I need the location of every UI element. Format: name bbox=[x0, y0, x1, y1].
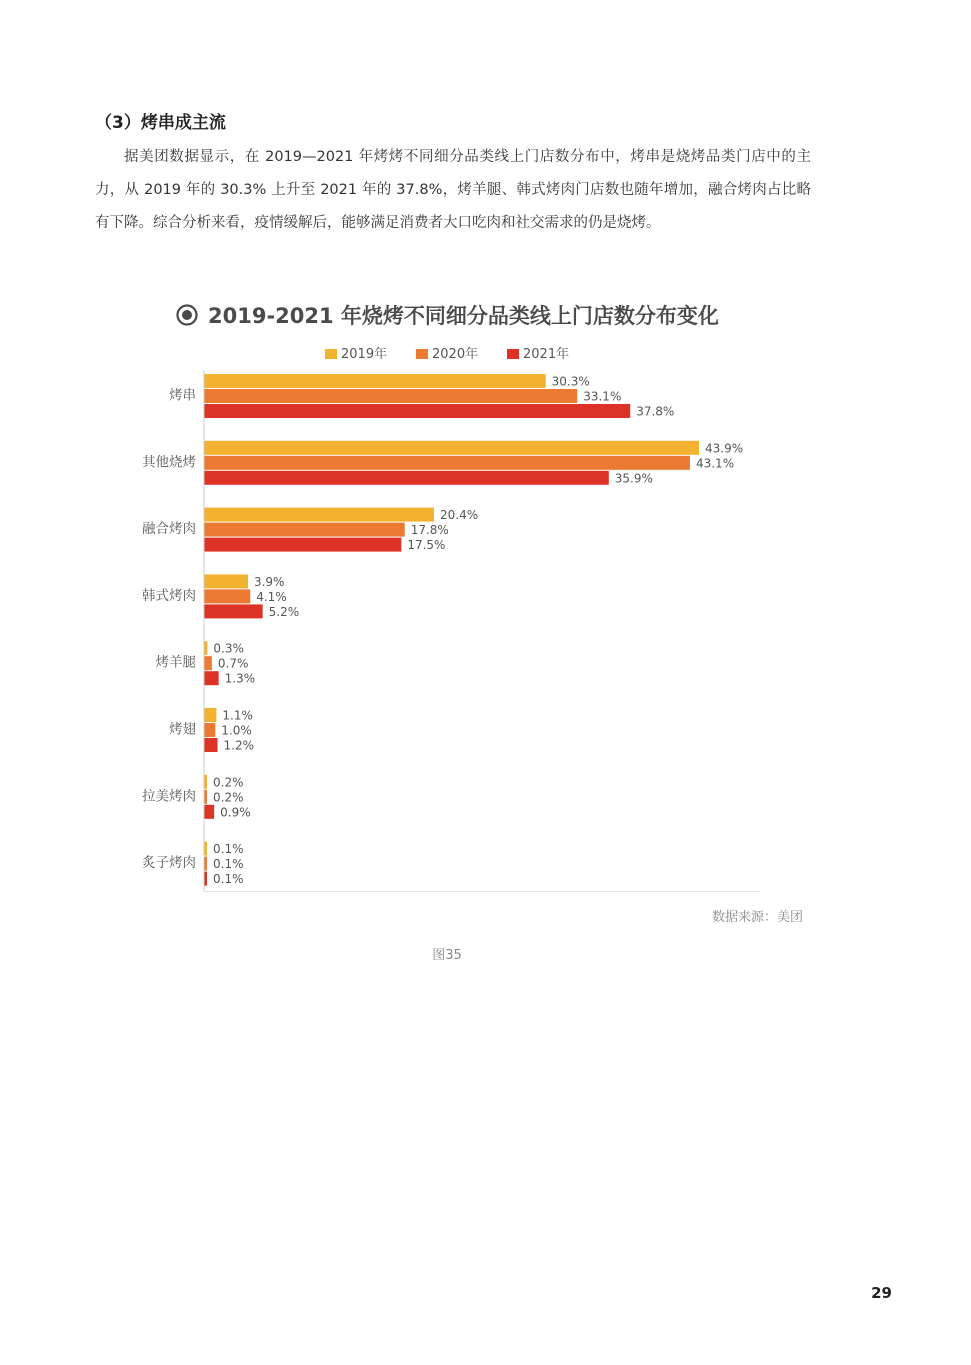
bar bbox=[204, 604, 263, 618]
data-label: 0.1% bbox=[213, 872, 244, 887]
section-heading: （3）烤串成主流 bbox=[95, 113, 226, 133]
chart-title: 2019-2021 年烧烤不同细分品类线上门店数分布变化 bbox=[208, 304, 719, 328]
figure-caption: 图35 bbox=[432, 948, 462, 963]
bar bbox=[204, 708, 216, 722]
data-label: 20.4% bbox=[440, 508, 479, 523]
category-label: 融合烤肉 bbox=[142, 521, 196, 538]
bar bbox=[204, 738, 218, 752]
legend-label-0: 2019年 bbox=[341, 347, 388, 362]
data-label: 30.3% bbox=[551, 374, 590, 389]
bar bbox=[204, 671, 219, 685]
data-label: 35.9% bbox=[614, 471, 653, 486]
data-label: 5.2% bbox=[268, 604, 300, 619]
bar bbox=[204, 471, 609, 485]
bar bbox=[204, 508, 434, 522]
bar bbox=[204, 389, 577, 403]
paragraph-text: 据美团数据显示，在 2019—2021 年烤烤不同细分品类线上门店数分布中，烤串是烧烤品类门店中的主力，从 2019 年的 30.3% 上升至 2021 年的 37.8%，烤羊腿、韩式烤肉门店数也随年增加，融合烤肉占比略有下降。综合分析来看，疫情缓解后，能够满足消费者大口吃肉和社交需求的仍是烧烤。 bbox=[95, 149, 811, 231]
category-label: 烤翅 bbox=[169, 721, 196, 738]
bar bbox=[204, 441, 699, 455]
data-label: 1.2% bbox=[223, 738, 255, 753]
category-label: 烤羊腿 bbox=[155, 654, 196, 671]
category-label: 韩式烤肉 bbox=[142, 587, 196, 604]
bar bbox=[204, 374, 546, 388]
source-note: 数据来源：美团 bbox=[711, 910, 803, 925]
data-label: 33.1% bbox=[583, 389, 622, 404]
chart-legend bbox=[325, 346, 569, 362]
bar bbox=[204, 523, 405, 537]
data-label: 37.8% bbox=[636, 404, 675, 419]
data-label: 0.1% bbox=[213, 842, 244, 857]
bar bbox=[204, 656, 212, 670]
legend-swatch-0 bbox=[325, 349, 337, 359]
body-paragraph bbox=[95, 141, 811, 240]
category-label: 炙子烤肉 bbox=[142, 855, 196, 872]
bar bbox=[204, 589, 250, 603]
category-labels bbox=[142, 387, 196, 872]
data-label: 1.3% bbox=[224, 671, 256, 686]
chart-title-block bbox=[176, 296, 719, 334]
page-number: 29 bbox=[871, 1284, 892, 1302]
bar-marks bbox=[204, 374, 699, 886]
bar bbox=[204, 404, 630, 418]
data-label: 0.2% bbox=[213, 775, 244, 790]
data-label: 0.9% bbox=[220, 805, 251, 820]
bar bbox=[204, 805, 214, 819]
legend-swatch-2 bbox=[507, 349, 519, 359]
data-label: 1.0% bbox=[221, 723, 252, 738]
legend-label-1: 2020年 bbox=[432, 347, 479, 362]
data-label: 43.1% bbox=[695, 456, 735, 471]
target-icon bbox=[176, 304, 198, 326]
category-label: 其他烧烤 bbox=[142, 454, 196, 471]
data-label: 0.1% bbox=[213, 857, 244, 872]
data-label: 0.2% bbox=[213, 790, 244, 805]
legend-label-2: 2021年 bbox=[523, 347, 570, 362]
data-label: 17.8% bbox=[410, 523, 449, 538]
legend-swatch-1 bbox=[416, 349, 428, 359]
bar-chart bbox=[0, 336, 971, 896]
data-label: 0.7% bbox=[217, 656, 249, 671]
bar bbox=[204, 574, 248, 588]
category-label: 烤串 bbox=[169, 387, 196, 404]
bar bbox=[204, 641, 207, 655]
data-label: 4.1% bbox=[256, 589, 287, 604]
data-label: 1.1% bbox=[222, 708, 253, 723]
data-label: 0.3% bbox=[213, 641, 244, 656]
data-label: 43.9% bbox=[705, 441, 744, 456]
data-label: 3.9% bbox=[253, 574, 285, 589]
category-label: 拉美烤肉 bbox=[142, 788, 196, 805]
bar bbox=[204, 538, 401, 552]
data-label: 17.5% bbox=[407, 538, 446, 553]
bar bbox=[204, 456, 690, 470]
bar bbox=[204, 723, 215, 737]
